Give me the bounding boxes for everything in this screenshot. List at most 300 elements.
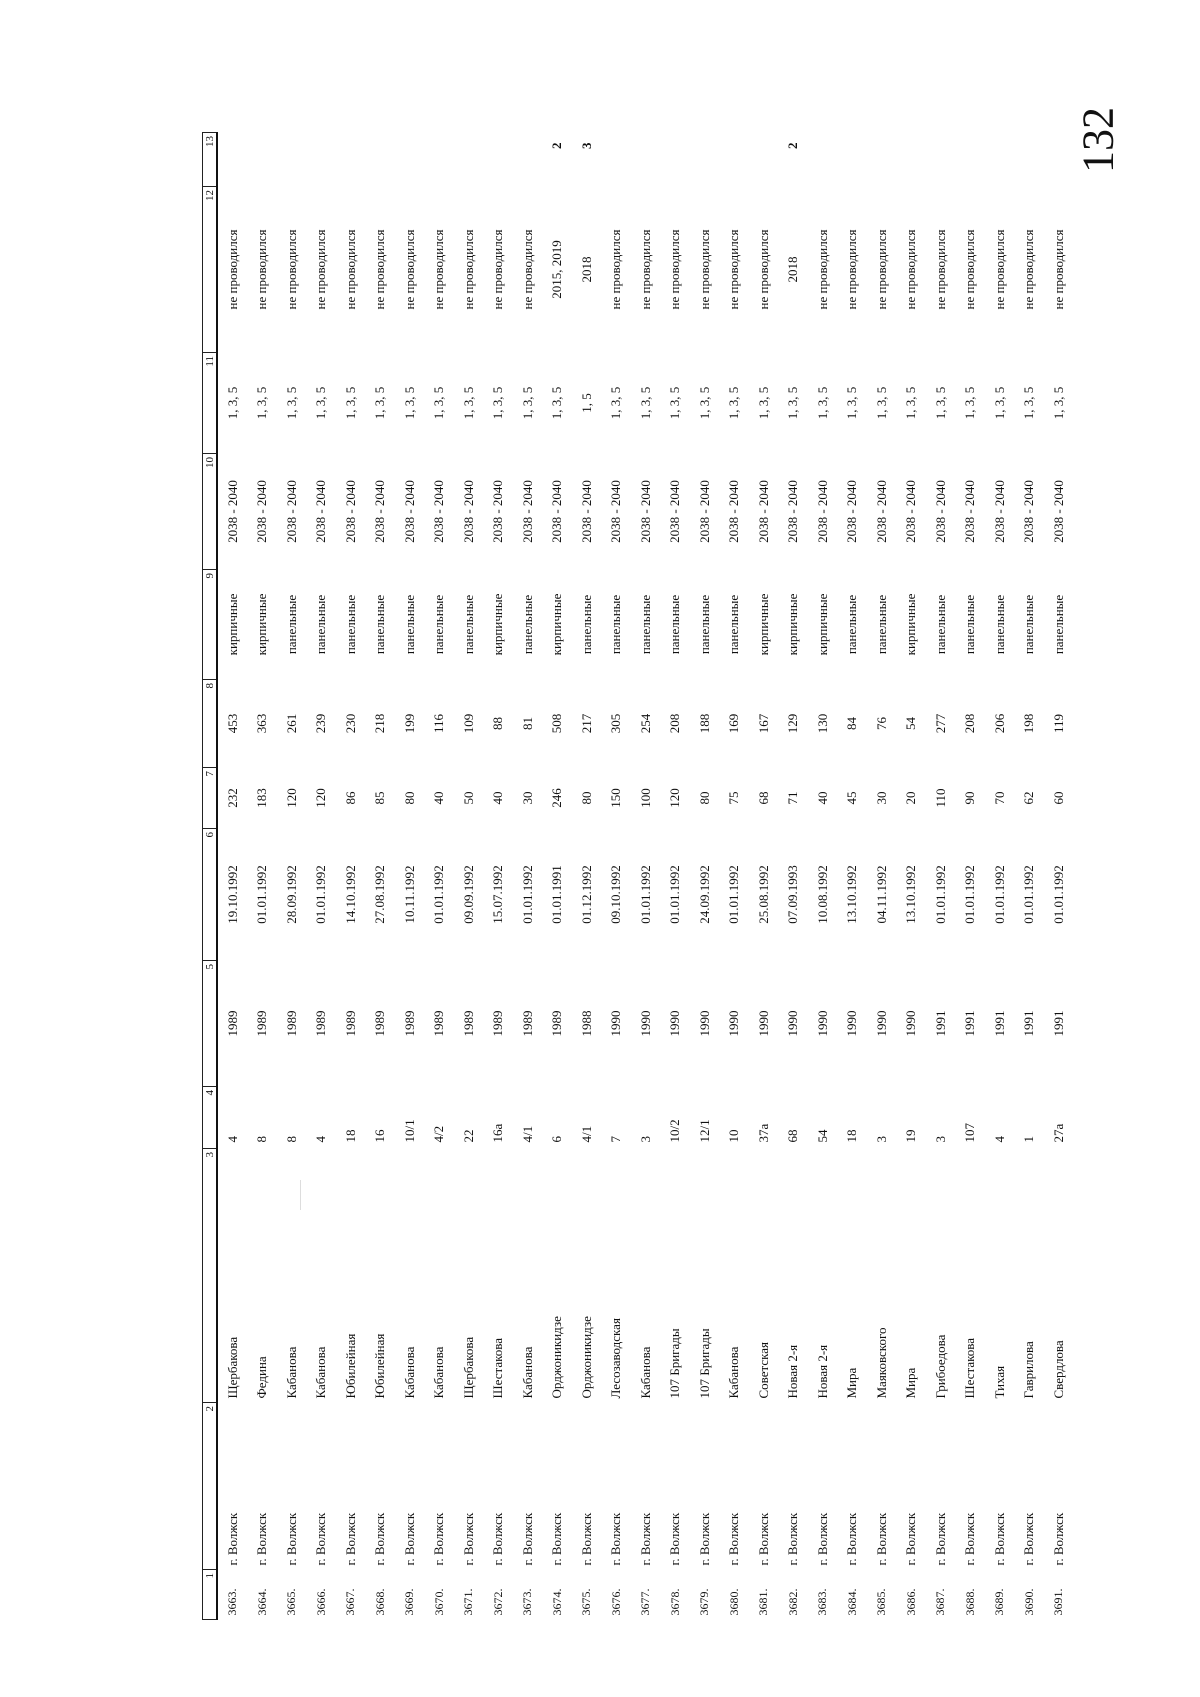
city-cell: г. Волжск [372, 1512, 388, 1566]
city-cell: г. Волжск [549, 1512, 565, 1566]
wall-material-cell: панельные [578, 594, 594, 655]
column-7-cell: 60 [1050, 791, 1066, 805]
repair-years-cell: не проводился [372, 229, 388, 310]
date-cell: 24.09.1992 [696, 865, 712, 924]
house-number-cell: 107 [962, 1123, 978, 1143]
house-number-cell: 10/2 [667, 1119, 683, 1143]
column-7-cell: 62 [1021, 791, 1037, 805]
street-cell: 107 Бригады [696, 1328, 712, 1399]
column-7-cell: 30 [873, 791, 889, 805]
planned-period-cell: 2038 - 2040 [549, 480, 565, 543]
planned-period-cell: 2038 - 2040 [313, 480, 329, 543]
column-8-cell: 261 [283, 713, 299, 734]
column-8-cell: 198 [1021, 713, 1037, 734]
year-cell: 1991 [962, 1010, 978, 1037]
row-number: 3687. [933, 1588, 948, 1616]
year-cell: 1990 [785, 1010, 801, 1037]
date-cell: 09.09.1992 [460, 865, 476, 924]
column-number: 12 [203, 187, 218, 353]
register-table-rotated [202, 133, 1200, 1620]
city-cell: г. Волжск [667, 1512, 683, 1566]
repair-years-cell: не проводился [873, 229, 889, 310]
works-cell: 1, 3, 5 [726, 386, 742, 420]
housing-register-table [202, 132, 1074, 1620]
table-row [366, 133, 396, 1620]
column-13-cell [631, 133, 661, 187]
column-13-cell [217, 133, 248, 187]
column-13-cell: 2 [549, 142, 565, 149]
column-7-cell: 80 [696, 791, 712, 805]
year-cell: 1989 [431, 1010, 447, 1037]
house-number-cell: 4/1 [578, 1125, 594, 1143]
street-cell: Шестакова [490, 1338, 506, 1399]
house-number-cell: 8 [254, 1136, 270, 1143]
repair-years-cell: не проводился [932, 229, 948, 310]
works-cell: 1, 3, 5 [696, 386, 712, 420]
column-8-cell: 208 [962, 713, 978, 734]
column-8-cell: 88 [490, 717, 506, 730]
wall-material-cell: панельные [608, 594, 624, 655]
works-cell: 1, 3, 5 [313, 386, 329, 420]
table-row [985, 133, 1015, 1620]
house-number-cell: 3 [932, 1136, 948, 1143]
year-cell: 1990 [873, 1010, 889, 1037]
year-cell: 1991 [1021, 1010, 1037, 1037]
column-7-cell: 40 [490, 791, 506, 805]
repair-years-cell: 2018 [578, 256, 594, 283]
repair-years-cell: не проводился [431, 229, 447, 310]
repair-years-cell: не проводился [726, 229, 742, 310]
planned-period-cell: 2038 - 2040 [696, 480, 712, 543]
column-13-cell [661, 133, 691, 187]
table-row [307, 133, 337, 1620]
house-number-cell: 4 [224, 1136, 240, 1143]
works-cell: 1, 3, 5 [991, 386, 1007, 420]
column-8-cell: 109 [460, 713, 476, 734]
city-cell: г. Волжск [932, 1512, 948, 1566]
column-7-cell: 120 [283, 788, 299, 808]
house-number-cell: 10 [726, 1129, 742, 1143]
column-number: 11 [203, 353, 218, 454]
repair-years-cell: не проводился [1050, 229, 1066, 310]
planned-period-cell: 2038 - 2040 [785, 480, 801, 543]
row-number: 3672. [490, 1588, 505, 1616]
year-cell: 1989 [549, 1010, 565, 1037]
city-cell: г. Волжск [608, 1512, 624, 1566]
column-13-cell [484, 133, 514, 187]
year-cell: 1990 [608, 1010, 624, 1037]
column-13-cell [690, 133, 720, 187]
wall-material-cell: кирпичные [903, 593, 919, 656]
wall-material-cell: кирпичные [490, 593, 506, 656]
repair-years-cell: 2015, 2019 [549, 240, 565, 299]
date-cell: 01.01.1992 [519, 865, 535, 924]
street-cell: Кабанова [431, 1346, 447, 1399]
city-cell: г. Волжск [814, 1512, 830, 1566]
column-7-cell: 45 [844, 791, 860, 805]
column-7-cell: 71 [785, 791, 801, 805]
works-cell: 1, 3, 5 [519, 386, 535, 420]
row-number: 3676. [608, 1588, 623, 1616]
works-cell: 1, 3, 5 [903, 386, 919, 420]
house-number-cell: 4/2 [431, 1125, 447, 1143]
year-cell: 1989 [283, 1010, 299, 1037]
street-cell: Новая 2-я [814, 1344, 830, 1399]
repair-years-cell: не проводился [696, 229, 712, 310]
planned-period-cell: 2038 - 2040 [726, 480, 742, 543]
column-13-cell [277, 133, 307, 187]
repair-years-cell: не проводился [490, 229, 506, 310]
city-cell: г. Волжск [696, 1512, 712, 1566]
year-cell: 1991 [1050, 1010, 1066, 1037]
city-cell: г. Волжск [637, 1512, 653, 1566]
row-number: 3663. [225, 1588, 240, 1616]
row-number: 3689. [992, 1588, 1007, 1616]
works-cell: 1, 3, 5 [844, 386, 860, 420]
column-8-cell: 188 [696, 713, 712, 734]
planned-period-cell: 2038 - 2040 [814, 480, 830, 543]
planned-period-cell: 2038 - 2040 [283, 480, 299, 543]
column-7-cell: 100 [637, 788, 653, 808]
wall-material-cell: панельные [932, 594, 948, 655]
planned-period-cell: 2038 - 2040 [962, 480, 978, 543]
year-cell: 1990 [814, 1010, 830, 1037]
date-cell: 13.10.1992 [903, 865, 919, 924]
city-cell: г. Волжск [903, 1512, 919, 1566]
city-cell: г. Волжск [1050, 1512, 1066, 1566]
column-8-cell: 129 [785, 713, 801, 734]
column-8-cell: 305 [608, 713, 624, 734]
column-7-cell: 150 [608, 788, 624, 808]
column-number: 6 [203, 829, 218, 961]
page-number: 132 [1073, 107, 1123, 173]
date-cell: 01.01.1992 [726, 865, 742, 924]
year-cell: 1990 [696, 1010, 712, 1037]
wall-material-cell: панельные [1021, 594, 1037, 655]
date-cell: 14.10.1992 [342, 865, 358, 924]
column-7-cell: 85 [372, 791, 388, 805]
row-number: 3682. [785, 1588, 800, 1616]
works-cell: 1, 3, 5 [401, 386, 417, 420]
date-cell: 01.01.1992 [962, 865, 978, 924]
column-13-cell [867, 133, 897, 187]
row-number: 3668. [372, 1588, 387, 1616]
works-cell: 1, 3, 5 [873, 386, 889, 420]
row-number: 3688. [962, 1588, 977, 1616]
works-cell: 1, 3, 5 [490, 386, 506, 420]
table-row [602, 133, 632, 1620]
repair-years-cell: не проводился [814, 229, 830, 310]
year-cell: 1989 [254, 1010, 270, 1037]
column-number: 5 [203, 961, 218, 1087]
planned-period-cell: 2038 - 2040 [224, 480, 240, 543]
year-cell: 1989 [224, 1010, 240, 1037]
row-number: 3691. [1051, 1588, 1066, 1616]
date-cell: 15.07.1992 [490, 865, 506, 924]
table-row [1044, 133, 1074, 1620]
house-number-cell: 4 [313, 1136, 329, 1143]
year-cell: 1989 [342, 1010, 358, 1037]
date-cell: 01.01.1992 [667, 865, 683, 924]
street-cell: Мира [903, 1367, 919, 1399]
column-8-cell: 199 [401, 713, 417, 734]
table-row [926, 133, 956, 1620]
date-cell: 01.01.1992 [1021, 865, 1037, 924]
repair-years-cell: не проводился [755, 229, 771, 310]
column-8-cell: 167 [755, 713, 771, 734]
year-cell: 1989 [372, 1010, 388, 1037]
works-cell: 1, 3, 5 [1021, 386, 1037, 420]
city-cell: г. Волжск [431, 1512, 447, 1566]
column-13-cell [307, 133, 337, 187]
wall-material-cell: кирпичные [814, 593, 830, 656]
city-cell: г. Волжск [755, 1512, 771, 1566]
row-number: 3673. [520, 1588, 535, 1616]
street-cell: Свердлова [1050, 1340, 1066, 1399]
column-7-cell: 86 [342, 791, 358, 805]
table-row [720, 133, 750, 1620]
column-number: 10 [203, 454, 218, 570]
column-8-cell: 208 [667, 713, 683, 734]
works-cell: 1, 3, 5 [932, 386, 948, 420]
column-number: 8 [203, 680, 218, 768]
table-row [838, 133, 868, 1620]
works-cell: 1, 3, 5 [637, 386, 653, 420]
table-row [1015, 133, 1045, 1620]
date-cell: 04.11.1992 [873, 865, 889, 924]
column-13-cell [897, 133, 927, 187]
date-cell: 19.10.1992 [224, 865, 240, 924]
column-7-cell: 40 [814, 791, 830, 805]
date-cell: 01.01.1992 [932, 865, 948, 924]
wall-material-cell: панельные [637, 594, 653, 655]
planned-period-cell: 2038 - 2040 [490, 480, 506, 543]
date-cell: 09.10.1992 [608, 865, 624, 924]
works-cell: 1, 3, 5 [608, 386, 624, 420]
table-row [277, 133, 307, 1620]
year-cell: 1989 [313, 1010, 329, 1037]
street-cell: Кабанова [313, 1346, 329, 1399]
repair-years-cell: не проводился [460, 229, 476, 310]
date-cell: 01.01.1992 [254, 865, 270, 924]
city-cell: г. Волжск [460, 1512, 476, 1566]
column-13-cell [1044, 133, 1074, 187]
repair-years-cell: не проводился [637, 229, 653, 310]
row-number: 3674. [549, 1588, 564, 1616]
column-13-cell [1015, 133, 1045, 187]
year-cell: 1990 [844, 1010, 860, 1037]
year-cell: 1989 [519, 1010, 535, 1037]
column-13-cell [926, 133, 956, 187]
table-row [779, 133, 809, 1620]
column-7-cell: 40 [431, 791, 447, 805]
street-cell: Щербакова [224, 1336, 240, 1399]
date-cell: 25.08.1992 [755, 865, 771, 924]
works-cell: 1, 3, 5 [814, 386, 830, 420]
table-row [572, 133, 602, 1620]
column-8-cell: 169 [726, 713, 742, 734]
column-7-cell: 120 [667, 788, 683, 808]
row-number: 3665. [284, 1588, 299, 1616]
table-row [808, 133, 838, 1620]
column-number: 3 [203, 1149, 218, 1403]
street-cell: Федина [254, 1356, 270, 1399]
row-number: 3685. [874, 1588, 889, 1616]
wall-material-cell: панельные [431, 594, 447, 655]
city-cell: г. Волжск [254, 1512, 270, 1566]
year-cell: 1988 [578, 1010, 594, 1037]
year-cell: 1990 [667, 1010, 683, 1037]
column-8-cell: 363 [254, 713, 270, 734]
works-cell: 1, 3, 5 [283, 386, 299, 420]
year-cell: 1991 [991, 1010, 1007, 1037]
city-cell: г. Волжск [873, 1512, 889, 1566]
column-7-cell: 120 [313, 788, 329, 808]
city-cell: г. Волжск [726, 1512, 742, 1566]
planned-period-cell: 2038 - 2040 [637, 480, 653, 543]
column-8-cell: 254 [637, 713, 653, 734]
street-cell: Шестакова [962, 1338, 978, 1399]
repair-years-cell: не проводился [667, 229, 683, 310]
date-cell: 01.12.1992 [578, 865, 594, 924]
house-number-cell: 18 [342, 1129, 358, 1143]
column-8-cell: 277 [932, 713, 948, 734]
table-row [661, 133, 691, 1620]
wall-material-cell: панельные [313, 594, 329, 655]
date-cell: 07.09.1993 [785, 865, 801, 924]
table-body [217, 133, 1074, 1620]
wall-material-cell: панельные [726, 594, 742, 655]
planned-period-cell: 2038 - 2040 [755, 480, 771, 543]
row-number: 3675. [579, 1588, 594, 1616]
column-number: 1 [203, 1570, 218, 1620]
column-number: 9 [203, 570, 218, 680]
house-number-cell: 3 [637, 1136, 653, 1143]
works-cell: 1, 3, 5 [254, 386, 270, 420]
row-number: 3686. [903, 1588, 918, 1616]
wall-material-cell: панельные [342, 594, 358, 655]
column-7-cell: 20 [903, 791, 919, 805]
street-cell: Орджоникидзе [549, 1316, 565, 1399]
row-number: 3679. [697, 1588, 712, 1616]
city-cell: г. Волжск [401, 1512, 417, 1566]
city-cell: г. Волжск [785, 1512, 801, 1566]
planned-period-cell: 2038 - 2040 [667, 480, 683, 543]
row-number: 3666. [313, 1588, 328, 1616]
column-13-cell [720, 133, 750, 187]
repair-years-cell: не проводился [1021, 229, 1037, 310]
house-number-cell: 54 [814, 1129, 830, 1143]
column-13-cell [749, 133, 779, 187]
table-row [454, 133, 484, 1620]
street-cell: Орджоникидзе [578, 1316, 594, 1399]
date-cell: 01.01.1992 [637, 865, 653, 924]
row-number: 3670. [431, 1588, 446, 1616]
column-13-cell [956, 133, 986, 187]
house-number-cell: 4 [991, 1136, 1007, 1143]
column-8-cell: 54 [903, 717, 919, 730]
street-cell: Советская [755, 1342, 771, 1399]
table-row [543, 133, 573, 1620]
column-13-cell [425, 133, 455, 187]
row-number: 3671. [461, 1588, 476, 1616]
street-cell: Кабанова [401, 1346, 417, 1399]
year-cell: 1989 [490, 1010, 506, 1037]
wall-material-cell: кирпичные [785, 593, 801, 656]
wall-material-cell: панельные [283, 594, 299, 655]
works-cell: 1, 3, 5 [224, 386, 240, 420]
column-13-cell [336, 133, 366, 187]
city-cell: г. Волжск [962, 1512, 978, 1566]
wall-material-cell: панельные [401, 594, 417, 655]
planned-period-cell: 2038 - 2040 [342, 480, 358, 543]
planned-period-cell: 2038 - 2040 [578, 480, 594, 543]
street-cell: Щербакова [460, 1336, 476, 1399]
street-cell: 107 Бригады [667, 1328, 683, 1399]
repair-years-cell: не проводился [401, 229, 417, 310]
planned-period-cell: 2038 - 2040 [991, 480, 1007, 543]
date-cell: 01.01.1992 [431, 865, 447, 924]
row-number: 3677. [638, 1588, 653, 1616]
table-row [395, 133, 425, 1620]
year-cell: 1990 [637, 1010, 653, 1037]
house-number-cell: 16 [372, 1129, 388, 1143]
table-row [336, 133, 366, 1620]
planned-period-cell: 2038 - 2040 [903, 480, 919, 543]
street-cell: Новая 2-я [785, 1344, 801, 1399]
city-cell: г. Волжск [283, 1512, 299, 1566]
row-number: 3667. [343, 1588, 358, 1616]
date-cell: 01.01.1992 [991, 865, 1007, 924]
column-7-cell: 110 [932, 788, 948, 808]
column-number: 2 [203, 1403, 218, 1570]
table-row [248, 133, 278, 1620]
date-cell: 10.08.1992 [814, 865, 830, 924]
street-cell: Кабанова [283, 1346, 299, 1399]
works-cell: 1, 3, 5 [962, 386, 978, 420]
column-number: 4 [203, 1087, 218, 1149]
house-number-cell: 7 [608, 1136, 624, 1143]
city-cell: г. Волжск [991, 1512, 1007, 1566]
wall-material-cell: панельные [519, 594, 535, 655]
column-7-cell: 70 [991, 791, 1007, 805]
planned-period-cell: 2038 - 2040 [431, 480, 447, 543]
works-cell: 1, 3, 5 [785, 386, 801, 420]
repair-years-cell: не проводился [224, 229, 240, 310]
column-7-cell: 246 [549, 788, 565, 808]
column-7-cell: 183 [254, 788, 270, 808]
works-cell: 1, 3, 5 [755, 386, 771, 420]
street-cell: Кабанова [637, 1346, 653, 1399]
column-8-cell: 508 [549, 713, 565, 734]
works-cell: 1, 3, 5 [431, 386, 447, 420]
planned-period-cell: 2038 - 2040 [1021, 480, 1037, 543]
wall-material-cell: кирпичные [254, 593, 270, 656]
repair-years-cell: не проводился [254, 229, 270, 310]
column-8-cell: 206 [991, 713, 1007, 734]
works-cell: 1, 3, 5 [549, 386, 565, 420]
column-7-cell: 50 [460, 791, 476, 805]
column-13-cell [838, 133, 868, 187]
year-cell: 1990 [755, 1010, 771, 1037]
column-8-cell: 81 [519, 717, 535, 730]
column-13-cell [602, 133, 632, 187]
planned-period-cell: 2038 - 2040 [844, 480, 860, 543]
column-8-cell: 453 [224, 713, 240, 734]
column-8-cell: 239 [313, 713, 329, 734]
works-cell: 1, 3, 5 [342, 386, 358, 420]
repair-years-cell: не проводился [991, 229, 1007, 310]
